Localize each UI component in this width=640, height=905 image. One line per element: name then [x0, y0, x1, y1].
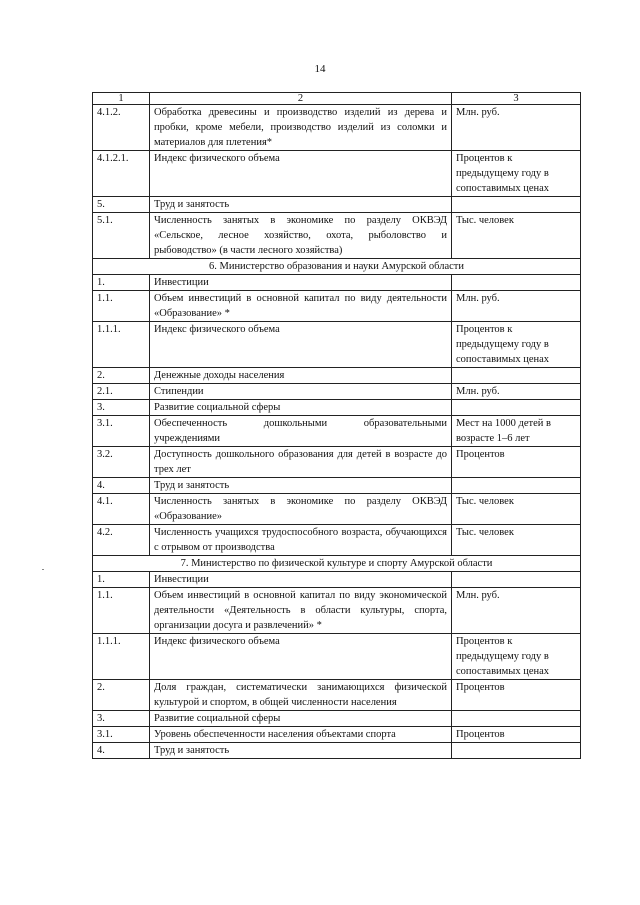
indicator-name: Труд и занятость: [150, 743, 452, 759]
unit-of-measure: Млн. руб.: [452, 384, 581, 400]
unit-of-measure: Тыс. человек: [452, 525, 581, 556]
indicator-name: Развитие социальной сферы: [150, 711, 452, 727]
unit-of-measure: Процентов: [452, 727, 581, 743]
table-row: [93, 368, 581, 384]
row-number: 4.: [93, 743, 150, 759]
indicator-name: Численность учащихся трудоспособного возраста, обучающихся с отрывом от производства: [150, 525, 452, 556]
indicator-name: Стипендии: [150, 384, 452, 400]
row-number: 1.1.: [93, 588, 150, 634]
row-number: 1.1.1.: [93, 634, 150, 680]
table-row: [93, 197, 581, 213]
table-row: [93, 400, 581, 416]
page-number: 14: [314, 63, 326, 75]
indicator-name: Индекс физического объема: [150, 151, 452, 197]
section-row: [93, 259, 581, 275]
table-row: [93, 151, 581, 197]
indicator-name: Численность занятых в экономике по разделу ОКВЭД «Образование»: [150, 494, 452, 525]
row-number: 4.2.: [93, 525, 150, 556]
row-number: 3.: [93, 400, 150, 416]
table-row: [93, 384, 581, 400]
row-number: 3.1.: [93, 416, 150, 447]
unit-of-measure: Мест на 1000 детей в возрасте 1–6 лет: [452, 416, 581, 447]
unit-of-measure: Млн. руб.: [452, 291, 581, 322]
unit-of-measure: Процентов: [452, 680, 581, 711]
table-row: [93, 727, 581, 743]
indicator-name: Развитие социальной сферы: [150, 400, 452, 416]
header-row: [93, 93, 581, 105]
table-row: [93, 105, 581, 151]
indicators-table: [92, 92, 581, 759]
indicator-name: Объем инвестиций в основной капитал по виду экономической деятельности «Деятельность в области культуры, спорта, организации досуга и развлечений» *: [150, 588, 452, 634]
header-col-number: 1: [93, 93, 150, 105]
row-number: 3.: [93, 711, 150, 727]
table-row: [93, 588, 581, 634]
indicator-name: Инвестиции: [150, 572, 452, 588]
header-col-indicator: 2: [150, 93, 452, 105]
unit-of-measure: [452, 572, 581, 588]
row-number: 2.1.: [93, 384, 150, 400]
row-number: 2.: [93, 368, 150, 384]
table-row: [93, 634, 581, 680]
indicator-name: Труд и занятость: [150, 478, 452, 494]
scan-mark: [42, 569, 44, 570]
unit-of-measure: Млн. руб.: [452, 588, 581, 634]
unit-of-measure: Тыс. человек: [452, 494, 581, 525]
row-number: 2.: [93, 680, 150, 711]
row-number: 4.1.2.1.: [93, 151, 150, 197]
row-number: 4.1.: [93, 494, 150, 525]
unit-of-measure: Тыс. человек: [452, 213, 581, 259]
unit-of-measure: Процентов: [452, 447, 581, 478]
indicator-name: Численность занятых в экономике по разделу ОКВЭД «Сельское, лесное хозяйство, охота, рыболовство и рыбоводство» (в части лесного хозяйства): [150, 213, 452, 259]
table-row: [93, 525, 581, 556]
indicator-name: Индекс физического объема: [150, 322, 452, 368]
table-row: [93, 322, 581, 368]
header-col-unit: 3: [452, 93, 581, 105]
row-number: 3.2.: [93, 447, 150, 478]
table-body: [93, 93, 581, 759]
indicator-name: Уровень обеспеченности населения объектами спорта: [150, 727, 452, 743]
section-title: 7. Министерство по физической культуре и спорту Амурской области: [93, 556, 581, 572]
table-row: [93, 743, 581, 759]
unit-of-measure: Млн. руб.: [452, 105, 581, 151]
indicator-name: Обеспеченность дошкольными образовательными учреждениями: [150, 416, 452, 447]
indicator-name: Доступность дошкольного образования для детей в возрасте до трех лет: [150, 447, 452, 478]
row-number: 5.: [93, 197, 150, 213]
unit-of-measure: [452, 275, 581, 291]
unit-of-measure: Процентов к предыдущему году в сопоставимых ценах: [452, 634, 581, 680]
table-row: [93, 275, 581, 291]
unit-of-measure: Процентов к предыдущему году в сопоставимых ценах: [452, 322, 581, 368]
indicator-name: Труд и занятость: [150, 197, 452, 213]
indicator-name: Объем инвестиций в основной капитал по виду деятельности «Образование» *: [150, 291, 452, 322]
table-row: [93, 680, 581, 711]
section-row: [93, 556, 581, 572]
table-row: [93, 213, 581, 259]
table-row: [93, 416, 581, 447]
unit-of-measure: [452, 711, 581, 727]
table-row: [93, 291, 581, 322]
unit-of-measure: [452, 368, 581, 384]
section-title: 6. Министерство образования и науки Амурской области: [93, 259, 581, 275]
indicator-name: Индекс физического объема: [150, 634, 452, 680]
row-number: 1.1.1.: [93, 322, 150, 368]
table-row: [93, 447, 581, 478]
indicator-name: Денежные доходы населения: [150, 368, 452, 384]
table-row: [93, 572, 581, 588]
row-number: 5.1.: [93, 213, 150, 259]
indicator-name: Доля граждан, систематически занимающихся физической культурой и спортом, в общей численности населения: [150, 680, 452, 711]
row-number: 4.: [93, 478, 150, 494]
table-row: [93, 711, 581, 727]
unit-of-measure: Процентов к предыдущему году в сопоставимых ценах: [452, 151, 581, 197]
row-number: 4.1.2.: [93, 105, 150, 151]
unit-of-measure: [452, 743, 581, 759]
indicator-name: Обработка древесины и производство изделий из дерева и пробки, кроме мебели, производство изделий из соломки и материалов для плетения*: [150, 105, 452, 151]
unit-of-measure: [452, 478, 581, 494]
table-row: [93, 478, 581, 494]
indicator-name: Инвестиции: [150, 275, 452, 291]
row-number: 1.: [93, 275, 150, 291]
row-number: 3.1.: [93, 727, 150, 743]
unit-of-measure: [452, 197, 581, 213]
unit-of-measure: [452, 400, 581, 416]
table-row: [93, 494, 581, 525]
row-number: 1.: [93, 572, 150, 588]
row-number: 1.1.: [93, 291, 150, 322]
